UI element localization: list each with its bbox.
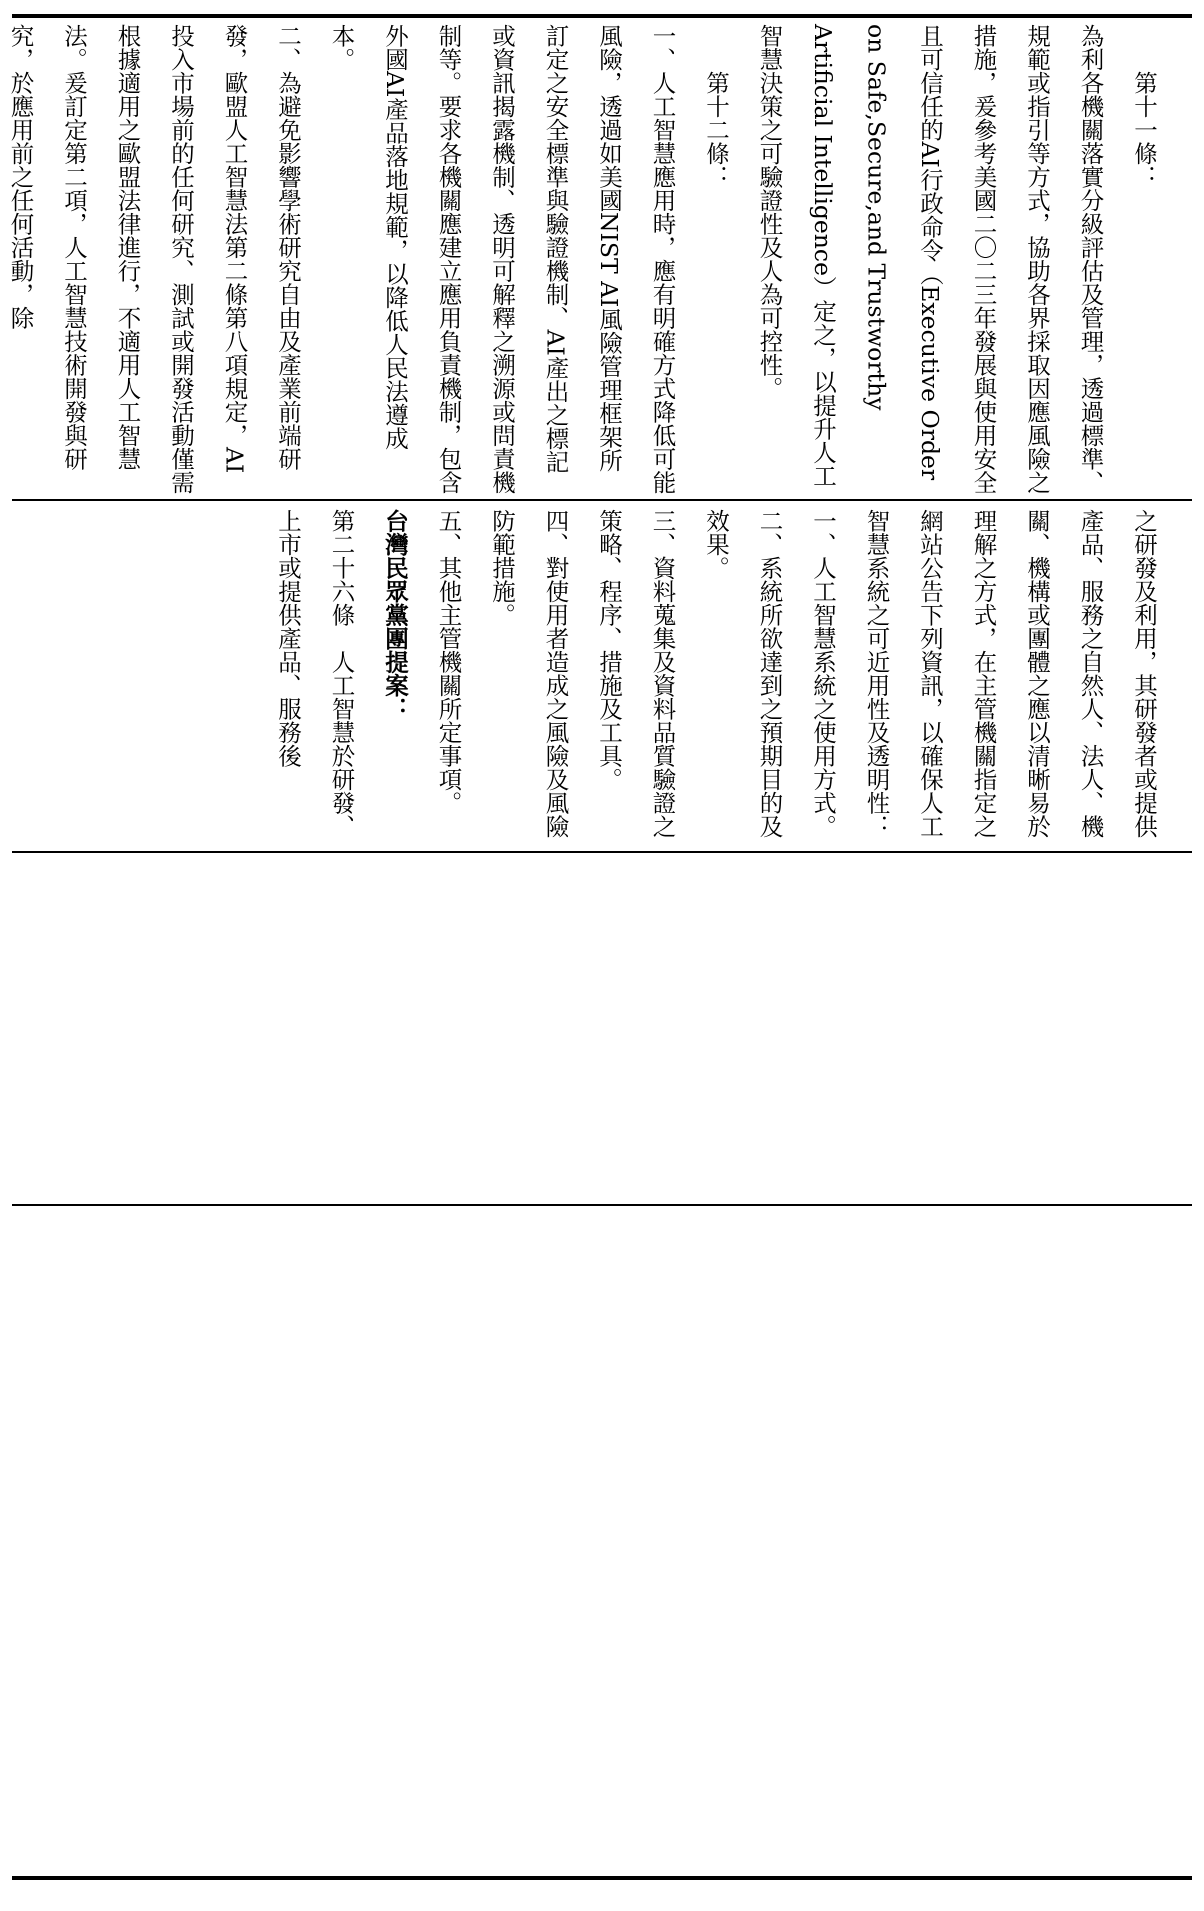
empty-cell — [12, 853, 1192, 1204]
article-12-point-1: 一、人工智慧應用時，應有明確方式降低可能風險，透過如美國NIST AI風險管理框架所訂定之安全標準與驗證機制、AI產出之標記或資訊揭露機制、透明可解釋之溯源或問責機制等。要求各機關應建立應用負責機制，包含外國AI產品落地規範，以降低人民法遵成本。 — [327, 24, 677, 494]
table-bottom-rule — [12, 1876, 1192, 1880]
row-divider-rule — [12, 499, 1192, 501]
empty-cell — [12, 1206, 1192, 1876]
article-text-cell — [20, 509, 1170, 847]
proposal-article-label: 第二十六條 — [327, 509, 356, 627]
disclosure-item: 三、資料蒐集及資料品質驗證之策略、程序、措施及工具。 — [595, 509, 677, 838]
proposal-heading — [368, 509, 422, 847]
disclosure-item: 四、對使用者造成之風險及風險防範措施。 — [488, 509, 570, 838]
proposal-article — [261, 509, 368, 847]
article-12-point-2: 二、為避免影響學術研究自由及產業前端研發，歐盟人工智慧法第二條第八項規定，AI投入市場前的任何研究、測試或開發活動僅需根據適用之歐盟法律進行，不適用人工智慧法。爰訂定第二項，人工智慧技術開發與研究，於應用前之任何活動，除 — [6, 24, 302, 494]
article-11-heading: 第十一條： — [1130, 24, 1158, 189]
proposal-article-text: 人工智慧於研發、上市或提供產品、服務後 — [274, 509, 356, 838]
disclosure-item: 二、系統所欲達到之預期目的及效果。 — [702, 509, 784, 838]
disclosure-item: 五、其他主管機關所定事項。 — [434, 509, 463, 815]
disclosure-item: 一、人工智慧系統之使用方式。 — [809, 509, 837, 838]
disclosure-intro: 之研發及利用，其研發者或提供產品、服務之自然人、法人、機關、機構或團體之應以清晰易於理解之方式，在主管機關指定之網站公告下列資訊，以確保人工智慧系統之可近用性及透明性： — [862, 509, 1158, 838]
explanation-cell — [6, 24, 1170, 494]
article-11-explanation: 為利各機關落實分級評估及管理，透過標準、規範或指引等方式，協助各界採取因應風險之措施，爰參考美國二〇二三年發展與使用安全且可信任的AI行政命令（Executive Order on Safe,Secure,and Trustworthy Artificial Intelligence）定之，以提升人工智慧決策之可驗證性及人為可控性。 — [755, 24, 1105, 494]
article-12-heading: 第十二條： — [702, 24, 730, 189]
proposal-heading-text: 台灣民眾黨團提案： — [381, 509, 409, 721]
table-top-rule — [12, 14, 1192, 18]
